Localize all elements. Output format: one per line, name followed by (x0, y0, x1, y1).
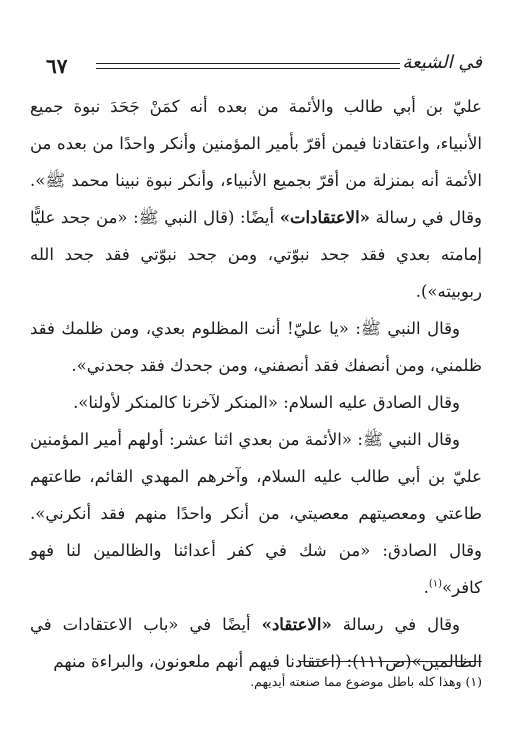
text-segment: وقال في رسالة (331, 615, 460, 634)
body-text (30, 88, 482, 680)
paragraph (30, 606, 482, 680)
text-segment: وقال النبي ﷺ: «يا عليّ! أنت المظلوم بعدي، ومن ظلمك فقد ظلمني، ومن أنصفك فقد أنصفني، ومن جحدك فقد جحدني». (30, 319, 482, 375)
footnote-separator (300, 661, 482, 662)
footnote-marker: (١) (428, 578, 443, 590)
text-segment: وقال النبي ﷺ: «الأئمة من بعدي اثنا عشر: أولهم أمير المؤمنين عليّ بن أبي طالب عليه السلام، وآخرهم المهدي القائم، طاعتهم طاعتي ومعصيتهم معصيتي، من أنكر واحدًا منهم فقد أنكرني». وقال الصادق: «من شك في كفر أعدائنا والظالمين لنا فهو كافر» (30, 430, 482, 597)
text-segment: أيضًا في «باب الاعتقادات في الظالمين»(ص١١١): (اعتقادنا فيهم أنهم ملعونون، والبراءة منهم (30, 615, 482, 671)
book-title: في الشيعة (402, 52, 482, 73)
bold-title: «الاعتقادات» (279, 208, 370, 227)
text-segment: . (423, 578, 429, 597)
page-number: ٦٧ (46, 54, 68, 78)
paragraph (30, 88, 482, 310)
text-segment: عليّ بن أبي طالب والأئمة من بعده أنه كمَنْ جَحَدَ نبوة جميع الأنبياء، واعتقادنا فيمن أقرّ بأمير المؤمنين وأنكر واحدًا من بعده من الأئمة أنه بمنزلة من أقرّ بجميع الأنبياء، وأنكر نبوة نبينا محمد ﷺ». وقال في رسالة (30, 97, 482, 227)
text-segment: وقال الصادق عليه السلام: «المنكر لآخرنا كالمنكر لأولنا». (73, 393, 460, 412)
paragraph (30, 421, 482, 606)
header-rule (96, 63, 400, 69)
page-header (34, 52, 482, 82)
bold-title: «الاعتقاد» (261, 615, 332, 634)
paragraph (30, 384, 482, 421)
paragraph (30, 310, 482, 384)
footnote: (١) وهذا كله باطل موضوع مما صنعته أيديهم. (250, 674, 482, 689)
text-segment: أيضًا: (قال النبي ﷺ: «من جحد عليًّا إمامته بعدي فقد جحد نبوّتي، ومن جحد نبوّتي فقد جحد الله ربوبيته»). (30, 208, 482, 301)
